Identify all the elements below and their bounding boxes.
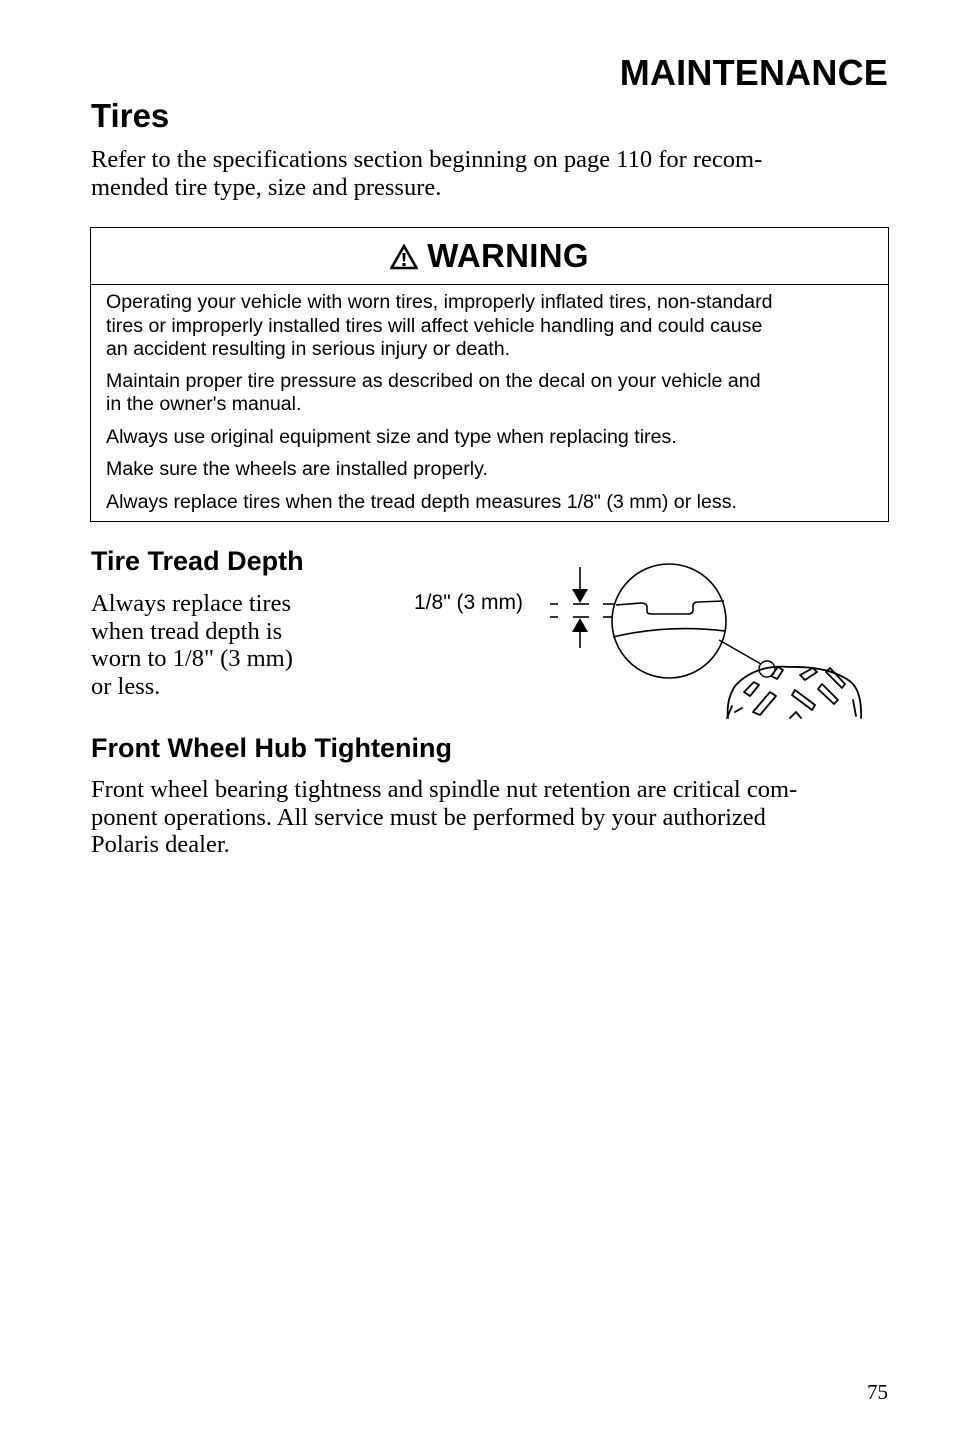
warning-triangle-icon [390,244,418,270]
tread-depth-line: or less. [91,672,161,700]
warning-paragraph [106,426,873,450]
warning-header [91,228,888,285]
tires-heading: Tires [91,97,170,134]
warning-line: in the owner's manual. [106,393,302,415]
tread-depth-line: when tread depth is [91,617,283,645]
hub-line: Front wheel bearing tightness and spindle nut retention are critical com- [91,776,798,803]
warning-line: Maintain proper tire pressure as described on the decal on your vehicle and [106,369,761,392]
hub-heading: Front Wheel Hub Tightening [91,733,452,763]
page-number: 75 [867,1380,888,1404]
warning-line: tires or improperly installed tires will affect vehicle handling and could cause [106,314,763,337]
tread-depth-line: worn to 1/8" (3 mm) [91,645,293,672]
tread-depth-heading: Tire Tread Depth [91,546,304,576]
warning-box [90,227,889,522]
tread-depth-figure-label: 1/8" (3 mm) [414,591,523,614]
hub-text [91,776,891,859]
hub-line: ponent operations. All service must be performed by your authorized [91,803,766,831]
warning-paragraph [106,291,873,362]
warning-paragraph [106,370,873,417]
tires-intro-line: Refer to the specifications section beginning on page 110 for recom- [91,146,763,173]
tread-depth-line: Always replace tires [91,590,291,617]
warning-line: Always replace tires when the tread depth measures 1/8" (3 mm) or less. [106,490,737,513]
section-header: MAINTENANCE [619,52,888,93]
warning-paragraph [106,491,873,515]
tires-intro-line: mended tire type, size and pressure. [91,174,442,201]
warning-line: Make sure the wheels are installed properly. [106,458,488,480]
hub-line: Polaris dealer. [91,831,230,858]
warning-line: Always use original equipment size and type when replacing tires. [106,425,677,448]
warning-line: Operating your vehicle with worn tires, improperly inflated tires, non-standard [106,291,773,313]
tread-depth-figure [400,560,870,725]
tires-intro [91,146,881,202]
warning-title: WARNING [427,237,589,274]
warning-line: an accident resulting in serious injury or death. [106,338,511,360]
warning-body [91,291,888,514]
warning-paragraph [106,458,873,482]
tread-depth-text [91,590,361,700]
